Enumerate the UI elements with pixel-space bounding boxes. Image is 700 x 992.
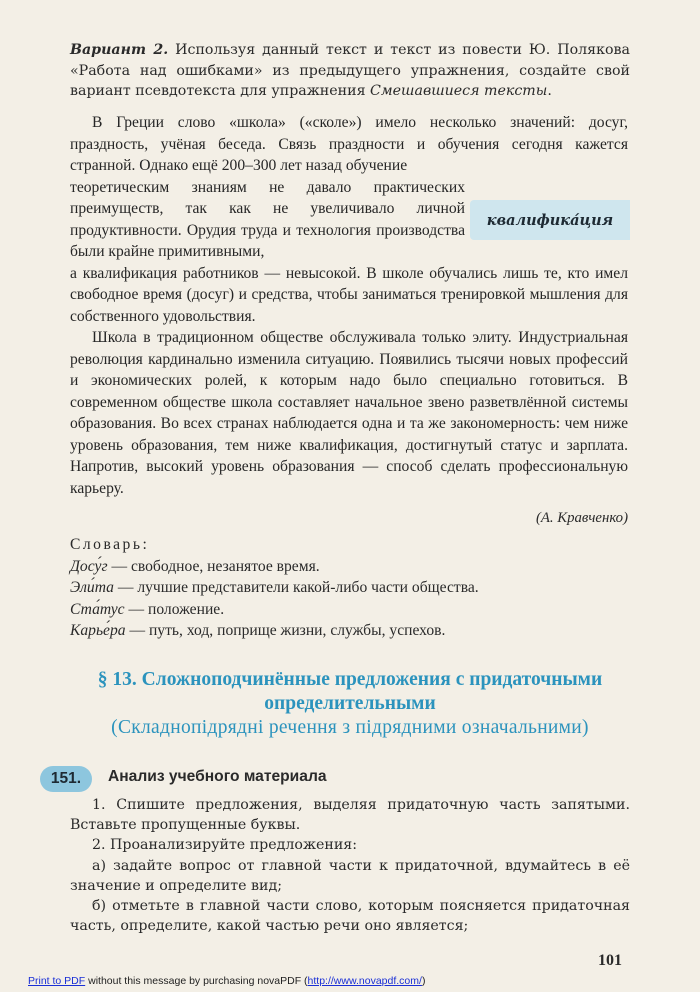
author-attribution: (А. Кравченко) bbox=[535, 510, 628, 526]
dictionary-entry: Карье́ра — путь, ход, поприще жизни, службы, успехов. bbox=[70, 622, 446, 639]
exercise-body bbox=[70, 795, 630, 936]
paragraph-1a: В Греции слово «школа» («сколе») имело несколько значений: досуг, праздность, учёная беседа. Связь праздности и обучения сегодня кажется странной. Однако ещё 200–300 лет назад обучение bbox=[70, 114, 628, 174]
dictionary bbox=[70, 534, 630, 642]
dictionary-entry: Ста́тус — положение. bbox=[70, 600, 225, 618]
dictionary-entry: Досу́г — свободное, незанятое время. bbox=[70, 557, 320, 575]
task-instruction: Вариант 2. Используя данный текст и текст из повести Ю. Полякова «Работа над ошибками» из предыдущего упражнения, создайте свой вариант псевдотекста для упражнения Смешавшиеся тексты. bbox=[70, 42, 630, 99]
exercise-item-1: 1. Спишите предложения, выделяя придаточную часть запятыми. Вставьте пропущенные буквы. bbox=[70, 797, 630, 834]
exercise-title: Анализ учебного материала bbox=[108, 768, 327, 785]
margin-word: квалифика́ция bbox=[486, 211, 614, 229]
dictionary-entry: Эли́та — лучшие представители какой-либо части общества. bbox=[70, 579, 479, 596]
dictionary-header: Словарь: bbox=[70, 536, 150, 553]
paragraph-1-float: теоретическим знаниям не давало практических преимуществ, так как не увеличивало личной продуктивности. Орудия труда и технология производства были крайне примитивными, bbox=[70, 178, 465, 260]
novapdf-link[interactable]: http://www.novapdf.com/ bbox=[307, 975, 422, 987]
exercise-item-2b: б) отметьте в главной части слово, которым поясняется придаточная часть, определите, какой частью речи оно является; bbox=[70, 898, 630, 935]
exercise-item-2: 2. Проанализируйте предложения: bbox=[92, 837, 358, 854]
task-text: Используя данный текст и текст из повести Ю. Полякова «Работа над ошибками» из предыдущего упражнения, создайте свой вариант псевдотекста для упражнения bbox=[70, 42, 630, 99]
pdf-footer: Print to PDF without this message by purchasing novaPDF (http://www.novapdf.com/) bbox=[28, 975, 426, 987]
task-lead: Вариант 2. bbox=[70, 42, 169, 58]
exercise-number-badge: 151. bbox=[40, 766, 92, 792]
margin-word-box bbox=[470, 200, 630, 240]
paragraph-2: Школа в традиционном обществе обслуживала только элиту. Индустриальная революция кардинально изменила ситуацию. Появились тысячи новых профессий и экономических ролей, к которым надо было специально готовиться. В современном обществе школа составляет начальное звено разветвлённой системы образования. Во всех странах наблюдается одна и та же закономерность: чем ниже уровень образования, тем ниже квалификация, достигнутый статус и зарплата. Напротив, высокий уровень образования — способ сделать профессиональную карьеру. bbox=[70, 329, 628, 497]
section-heading bbox=[40, 668, 660, 740]
section-title-line2: определительными bbox=[264, 693, 436, 714]
section-subtitle: (Складнопідрядні речення з підрядними означальними) bbox=[111, 717, 589, 738]
exercise-item-2a: а) задайте вопрос от главной части к придаточной, вдумайтесь в её значение и определите вид; bbox=[70, 857, 630, 894]
page-number: 101 bbox=[598, 952, 622, 969]
section-title-line1: § 13. Сложноподчинённые предложения с придаточными bbox=[97, 669, 603, 690]
paragraph-1b: а квалификация работников — невысокой. В школе обучались лишь те, кто имел свободное время (досуг) и средства, чтобы заниматься тренировкой мышления для собственного удовольствия. bbox=[70, 264, 628, 325]
print-to-pdf-link[interactable]: Print to PDF bbox=[28, 975, 86, 987]
task-italic-ref: Смешавшиеся тексты bbox=[370, 83, 548, 99]
main-text bbox=[70, 112, 628, 499]
